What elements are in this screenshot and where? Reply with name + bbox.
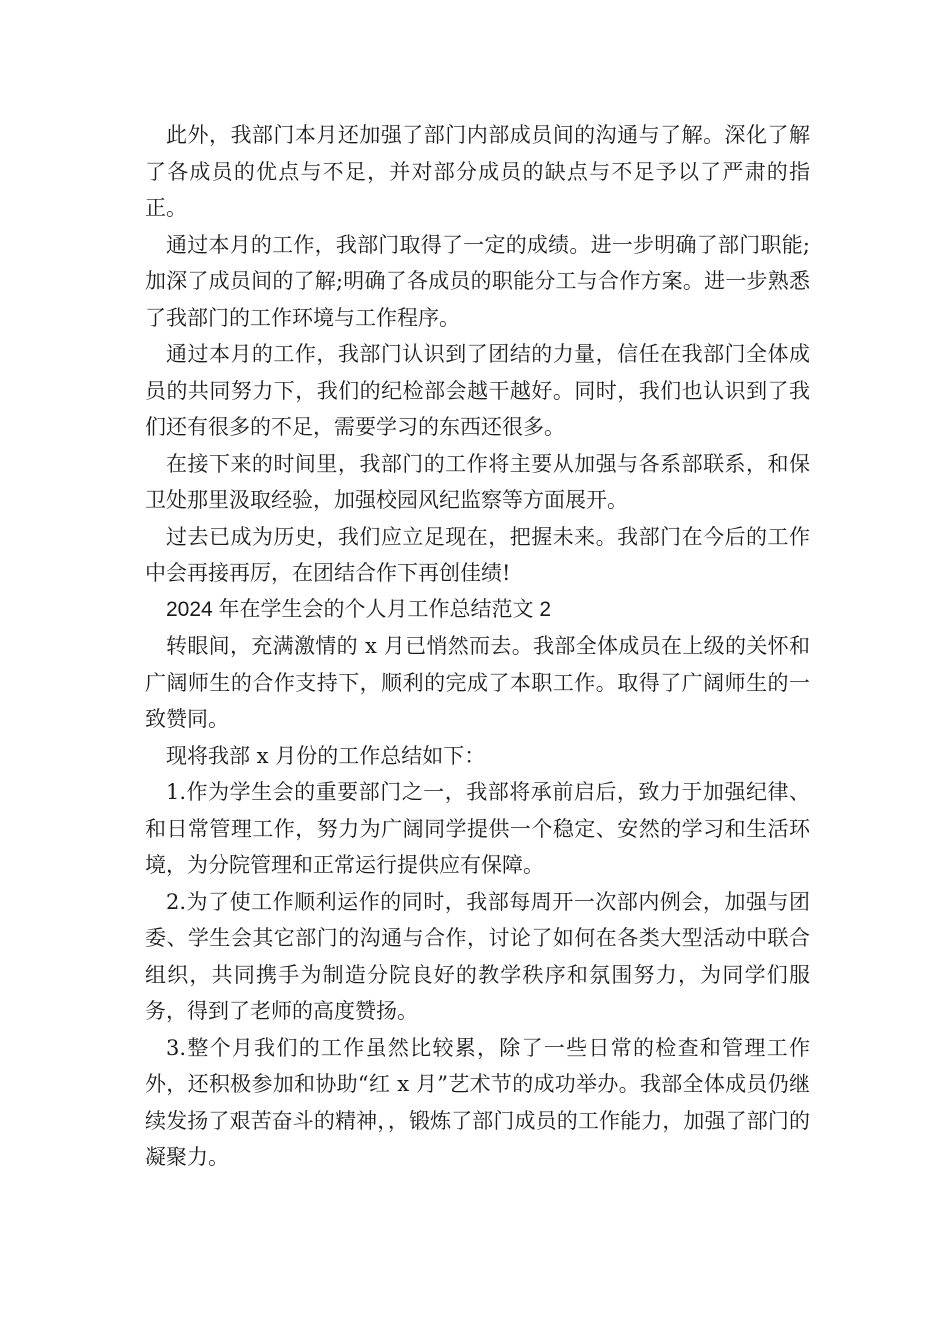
section-title: 2024 年在学生会的个人月工作总结范文 2 <box>166 597 552 621</box>
list-item: 1.作为学生会的重要部门之一，我部将承前启后，致力于加强纪律、和日常管理工作，努力为广阔同学提供一个稳定、安然的学习和生活环境，为分院管理和正常运行提供应有保障。 <box>145 780 810 877</box>
paragraph: 此外，我部门本月还加强了部门内部成员间的沟通与了解。深化了解了各成员的优点与不足，并对部分成员的缺点与不足予以了严肃的指正。 <box>145 123 810 220</box>
list-item: 2.为了使工作顺利运作的同时，我部每周开一次部内例会，加强与团委、学生会其它部门的沟通与合作，讨论了如何在各类大型活动中联合组织，共同携手为制造分院良好的教学秩序和氛围努力，为同学们服务，得到了老师的高度赞扬。 <box>145 889 810 1023</box>
paragraph: 通过本月的工作，我部门认识到了团结的力量，信任在我部门全体成员的共同努力下，我们的纪检部会越干越好。同时，我们也认识到了我们还有很多的不足，需要学习的东西还很多。 <box>145 342 810 439</box>
paragraph: 现将我部 x 月份的工作总结如下： <box>166 743 486 768</box>
paragraph: 在接下来的时间里，我部门的工作将主要从加强与各系部联系，和保卫处那里汲取经验，加强校园风纪监察等方面展开。 <box>145 451 810 512</box>
list-item: 3.整个月我们的工作虽然比较累，除了一些日常的检查和管理工作外，还积极参加和协助“红 x 月”艺术节的成功举办。我部全体成员仍继续发扬了艰苦奋斗的精神，，锻炼了部门成员的工作能力，加强了部门的凝聚力。 <box>145 1035 810 1169</box>
paragraph: 转眼间，充满激情的 x 月已悄然而去。我部全体成员在上级的关怀和广阔师生的合作支持下，顺利的完成了本职工作。取得了广阔师生的一致赞同。 <box>145 634 810 731</box>
paragraph: 过去已成为历史，我们应立足现在，把握未来。我部门在今后的工作中会再接再厉，在团结合作下再创佳绩! <box>145 524 810 585</box>
paragraph: 通过本月的工作，我部门取得了一定的成绩。进一步明确了部门职能;加深了成员间的了解;明确了各成员的职能分工与合作方案。进一步熟悉了我部门的工作环境与工作程序。 <box>145 232 810 330</box>
document-body <box>145 117 810 1176</box>
